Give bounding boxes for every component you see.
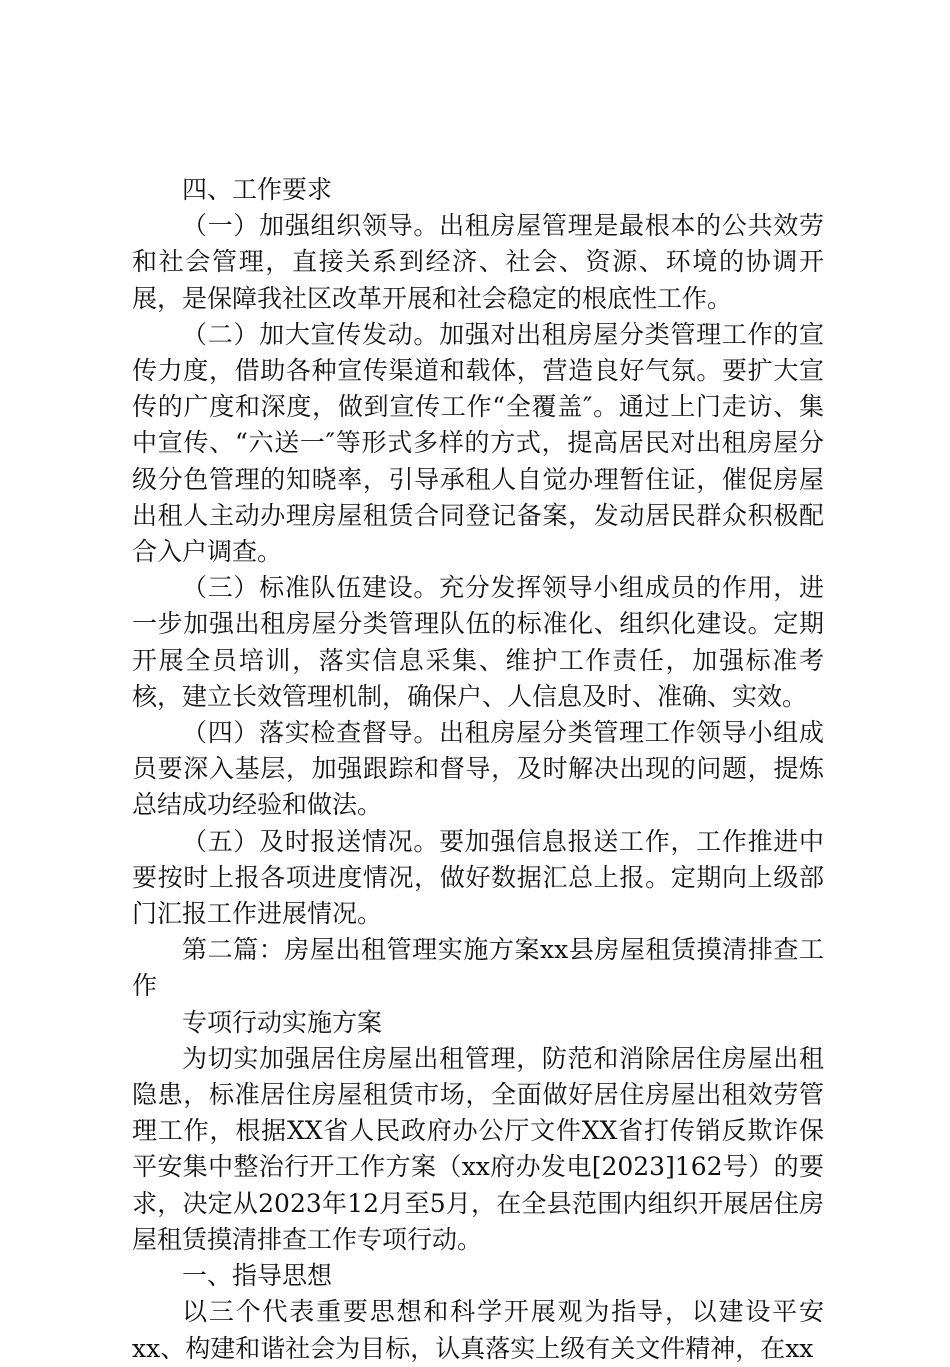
chapter-two-title: 第二篇：房屋出租管理实施方案xx县房屋租赁摸清排查工作: [132, 935, 824, 1001]
paragraph-guiding-ideology: 以三个代表重要思想和科学开展观为指导，以建设平安xx、构建和谐社会为目标，认真落实上级有关文件精神，在xx: [132, 1297, 824, 1363]
section-heading-guiding-ideology: 一、指导思想: [182, 1261, 333, 1291]
section-heading-work-requirements: 四、工作要求: [182, 175, 333, 204]
paragraph-inspection: （四）落实检查督导。出租房屋分类管理工作领导小组成员要深入基层，加强跟踪和督导，及时解决出现的问题，提炼总结成功经验和做法。: [132, 718, 824, 820]
document-body: [132, 172, 824, 1367]
chapter-two-subtitle: 专项行动实施方案: [182, 1007, 383, 1037]
paragraph-team-building: （三）标准队伍建设。充分发挥领导小组成员的作用，进一步加强出租房屋分类管理队伍的标准化、组织化建设。定期开展全员培训，落实信息采集、维护工作责任，加强标准考核，建立长效管理机制，确保户、人信息及时、准确、实效。: [132, 573, 824, 711]
paragraph-organization-leadership: （一）加强组织领导。出租房屋管理是最根本的公共效劳和社会管理，直接关系到经济、社会、资源、环境的协调开展，是保障我社区改革开展和社会稳定的根底性工作。: [132, 211, 824, 313]
paragraph-plan-introduction: 为切实加强居住房屋出租管理，防范和消除居住房屋出租隐患，标准居住房屋租赁市场，全面做好居住房屋出租效劳管理工作，根据XX省人民政府办公厅文件XX省打传销反欺诈保平安集中整治行开工作方案（xx府办发电[2023]162号）的要求，决定从2023年12月至5月，在全县范围内组织开展居住房屋租赁摸清排查工作专项行动。: [132, 1043, 824, 1254]
paragraph-publicity: （二）加大宣传发动。加强对出租房屋分类管理工作的宣传力度，借助各种宣传渠道和载体，营造良好气氛。要扩大宣传的广度和深度，做到宣传工作“全覆盖″。通过上门走访、集中宣传、“六送一″等形式多样的方式，提高居民对出租房屋分级分色管理的知晓率，引导承租人自觉办理暂住证，催促房屋出租人主动办理房屋租赁合同登记备案，发动居民群众积极配合入户调查。: [132, 319, 824, 567]
paragraph-reporting: （五）及时报送情况。要加强信息报送工作，工作推进中要按时上报各项进度情况，做好数据汇总上报。定期向上级部门汇报工作进展情况。: [132, 826, 824, 929]
